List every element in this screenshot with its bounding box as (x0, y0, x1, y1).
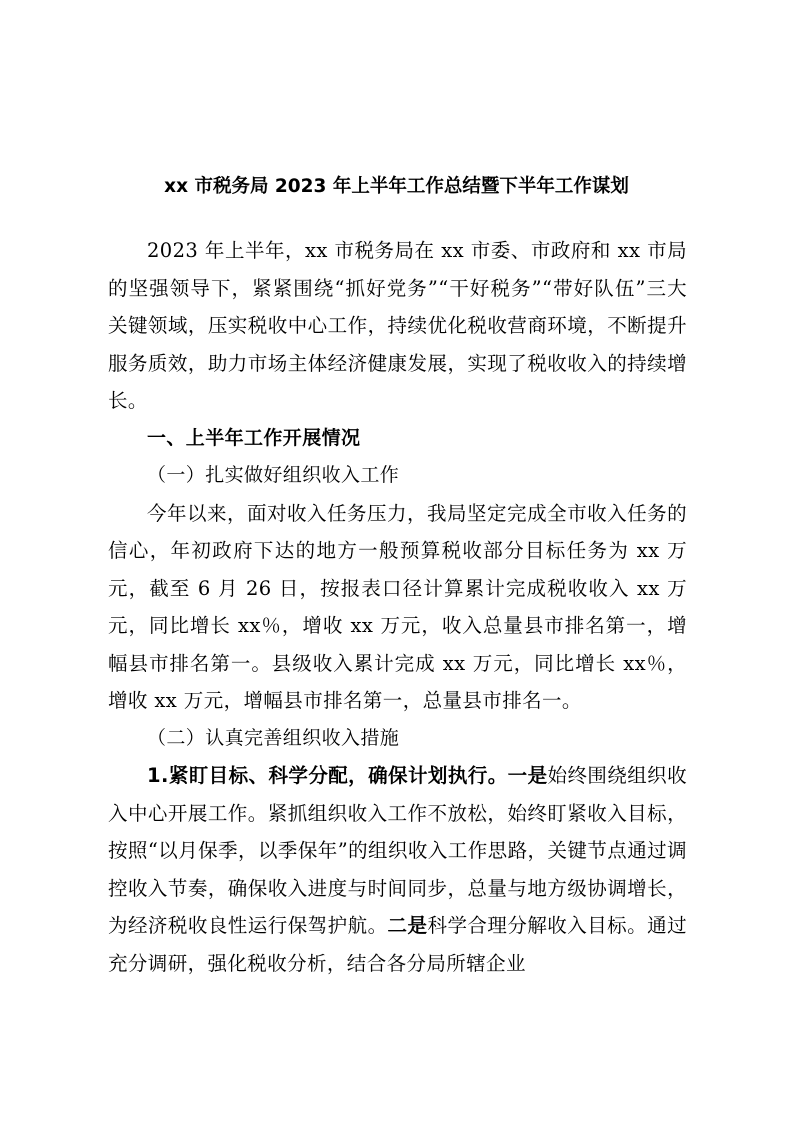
document-title: xx 市税务局 2023 年上半年工作总结暨下半年工作谋划 (164, 176, 629, 197)
item-1-second-label: 二是 (387, 914, 428, 937)
subsection-1-paragraph: 今年以来，面对收入任务压力，我局坚定完成全市收入任务的信心，年初政府下达的地方一般预算税收部分目标任务为 xx 万元，截至 6 月 26 日，按报表口径计算累计完成税收收入 xx 万元，同比增长 xx％，增收 xx 万元，收入总量县市排名第一，增幅县市排名第一。县级收入累计完成 xx 万元，同比增长 xx％，增收 xx 万元，增幅县市排名第一，总量县市排名一。 (108, 501, 687, 712)
item-1-paragraph (108, 757, 687, 982)
intro-paragraph: 2023 年上半年，xx 市税务局在 xx 市委、市政府和 xx 市局的坚强领导下，紧紧围绕“抓好党务”“干好税务”“带好队伍”三大关键领域，压实税收中心工作，持续优化税收营商环境，不断提升服务质效，助力市场主体经济健康发展，实现了税收收入的持续增长。 (108, 239, 687, 412)
subsection-heading-2: （二）认真完善组织收入措施 (147, 726, 400, 749)
section-heading-1: 一、上半年工作开展情况 (147, 426, 361, 449)
document-body (108, 232, 687, 982)
item-1-second-text: 科学合理分解收入目标。通过充分调研，强化税收分析，结合各分局所辖企业 (108, 914, 687, 975)
item-1-first-text: 始终围绕组织收入中心开展工作。紧抓组织收入工作不放松，始终盯紧收入目标，按照“以月保季，以季保年”的组织收入工作思路，关键节点通过调控收入节奏，确保收入进度与时间同步，总量与地方级协调增长，为经济税收良性运行保驾护航。 (108, 764, 687, 937)
item-1-first-label: 一是 (507, 764, 548, 787)
item-1-lead: 1.紧盯目标、科学分配，确保计划执行。 (147, 764, 508, 787)
subsection-heading-1: （一）扎实做好组织收入工作 (147, 464, 400, 486)
